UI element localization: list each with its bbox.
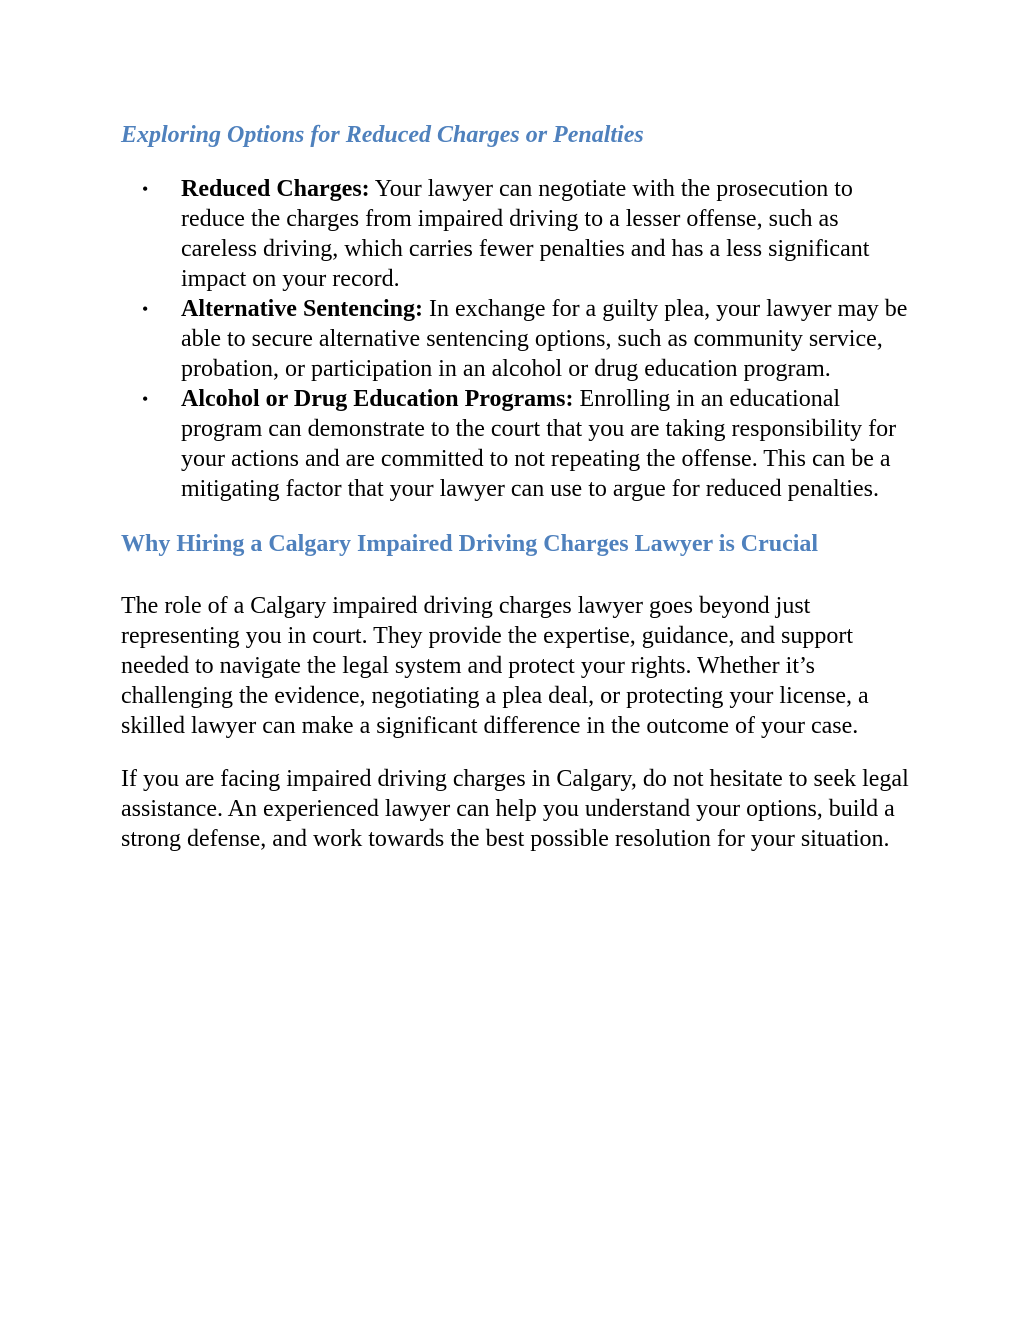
bullet-term: Reduced Charges: <box>181 176 370 202</box>
options-bullet-list <box>121 174 911 504</box>
paragraph-seek-assistance: If you are facing impaired driving charges in Calgary, do not hesitate to seek legal assistance. An experienced lawyer can help you understand your options, build a strong defense, and work towards the best possible resolution for your situation. <box>121 766 909 852</box>
bullet-item-alternative-sentencing <box>121 294 911 384</box>
bullet-text: Enrolling in an educational program can demonstrate to the court that you are taking responsibility for your actions and are committed to not repeating the offense. This can be a mitigating factor that your lawyer can use to argue for reduced penalties. <box>181 386 897 502</box>
bullet-text: Your lawyer can negotiate with the prosecution to reduce the charges from impaired driving to a lesser offense, such as careless driving, which carries fewer penalties and has a less significant impact on your record. <box>181 176 870 292</box>
document-page <box>121 118 911 854</box>
section-heading-reduced-charges: Exploring Options for Reduced Charges or Penalties <box>121 122 644 148</box>
bullet-dot: • <box>142 389 149 409</box>
bullet-item-education-programs <box>121 384 911 504</box>
paragraph-lawyer-role: The role of a Calgary impaired driving charges lawyer goes beyond just representing you in court. They provide the expertise, guidance, and support needed to navigate the legal system and protect your rights. Whether it’s challenging the evidence, negotiating a plea deal, or protecting your license, a skilled lawyer can make a significant difference in the outcome of your case. <box>121 593 869 739</box>
bullet-term: Alternative Sentencing: <box>181 296 423 322</box>
bullet-term: Alcohol or Drug Education Programs: <box>181 386 574 412</box>
bullet-item-reduced-charges <box>121 174 911 294</box>
bullet-dot: • <box>142 299 149 319</box>
bullet-dot: • <box>142 179 149 199</box>
section-heading-why-hiring: Why Hiring a Calgary Impaired Driving Charges Lawyer is Crucial <box>121 531 819 557</box>
bullet-text: In exchange for a guilty plea, your lawyer may be able to secure alternative sentencing options, such as community service, probation, or participation in an alcohol or drug education program. <box>181 296 908 382</box>
